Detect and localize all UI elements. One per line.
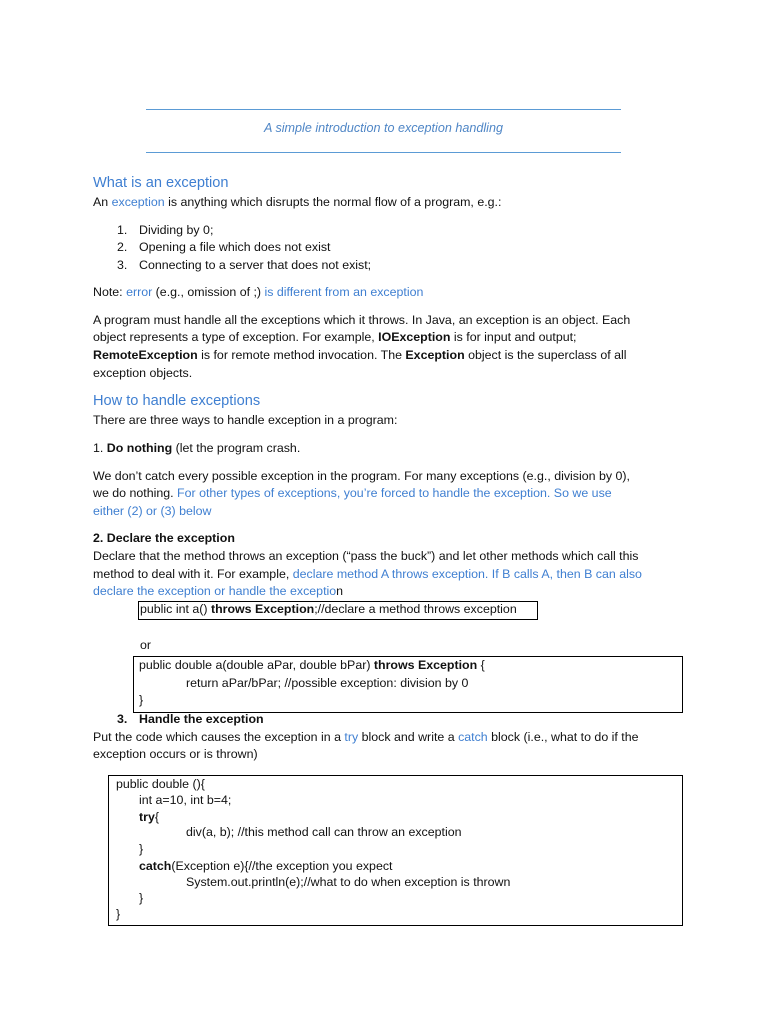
code-line: }: [139, 842, 144, 856]
code-line: }: [116, 907, 121, 921]
para-line: A program must handle all the exceptions which it throws. In Java, an exception is an object. Each: [93, 313, 631, 327]
para-line: either (2) or (3) below: [93, 504, 212, 518]
code-line: public int a() throws Exception;//declare a method throws exception: [140, 602, 517, 616]
page-title: A simple introduction to exception handling: [264, 121, 503, 135]
heading-what-is-exception: What is an exception: [93, 175, 229, 191]
term-exception: exception: [111, 195, 165, 209]
code-line: int a=10, int b=4;: [139, 793, 232, 807]
code-line: public double (){: [116, 777, 205, 791]
title-rule-top: [146, 109, 621, 110]
code-line: return aPar/bPar; //possible exception: division by 0: [186, 676, 469, 690]
list-item: 3. Connecting to a server that does not exist;: [117, 258, 372, 272]
list-item: 1. Dividing by 0;: [117, 223, 214, 237]
section1-intro: An exception is anything which disrupts the normal flow of a program, e.g.:: [93, 195, 502, 209]
para-line: RemoteException is for remote method invocation. The Exception object is the superclass of all: [93, 348, 627, 362]
item-do-nothing: 1. Do nothing (let the program crash.: [93, 441, 301, 455]
para-line: Put the code which causes the exception in a try block and write a catch block (i.e., what to do if the: [93, 730, 639, 744]
item-declare: 2. Declare the exception: [93, 531, 235, 545]
para-line: object represents a type of exception. For example, IOException is for input and output;: [93, 330, 577, 344]
term-try: try: [344, 730, 359, 744]
title-rule-bottom: [146, 152, 621, 153]
list-item: 2. Opening a file which does not exist: [117, 240, 331, 254]
para-line: Declare that the method throws an exception (“pass the buck”) and let other methods which call this: [93, 549, 639, 563]
or-label: or: [140, 638, 152, 652]
note-line: Note: error (e.g., omission of ;) is different from an exception: [93, 285, 424, 299]
term-catch: catch: [458, 730, 488, 744]
para-line: We don’t catch every possible exception in the program. For many exceptions (e.g., division by 0),: [93, 469, 630, 483]
para-line: exception objects.: [93, 366, 193, 380]
para-line: exception occurs or is thrown): [93, 747, 258, 761]
code-line: System.out.println(e);//what to do when exception is thrown: [186, 875, 511, 889]
para-line: declare the exception or handle the exception: [93, 584, 344, 598]
code-line: }: [139, 891, 144, 905]
item-handle: 3. Handle the exception: [117, 712, 264, 726]
code-line: }: [139, 693, 144, 707]
para-line: we do nothing. For other types of exceptions, you’re forced to handle the exception. So we use: [93, 486, 612, 500]
section2-intro: There are three ways to handle exception in a program:: [93, 413, 398, 427]
code-line: catch(Exception e){//the exception you expect: [139, 859, 393, 873]
term-error: error: [126, 285, 153, 299]
heading-how-to-handle: How to handle exceptions: [93, 393, 261, 409]
code-line: public double a(double aPar, double bPar) throws Exception {: [139, 658, 485, 672]
code-line: div(a, b); //this method call can throw an exception: [186, 825, 462, 839]
code-line: try{: [139, 810, 159, 824]
para-line: method to deal with it. For example, declare method A throws exception. If B calls A, then B can also: [93, 567, 642, 581]
